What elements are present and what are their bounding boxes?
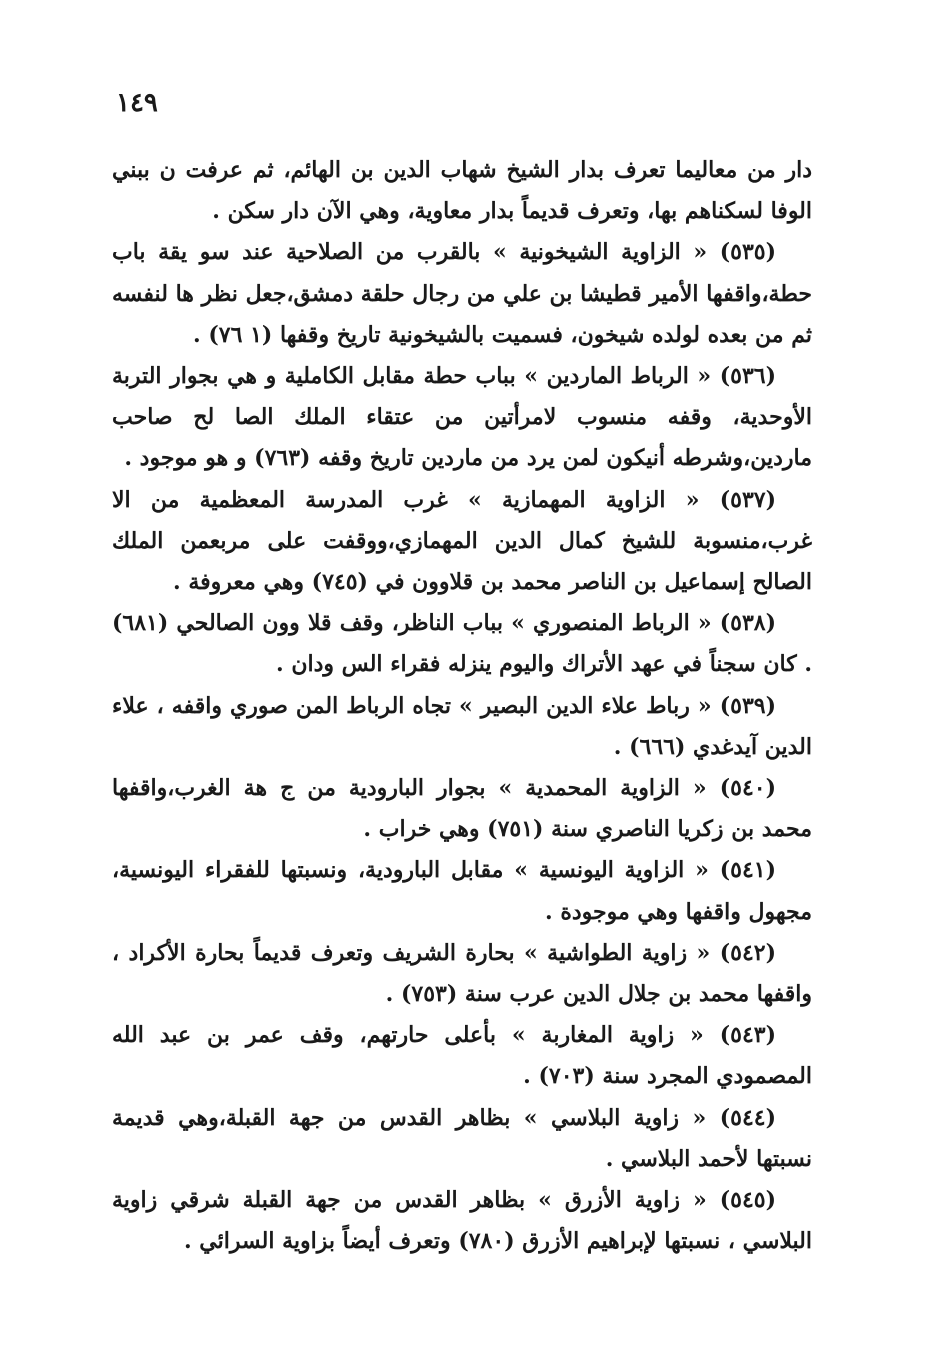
body-text xyxy=(112,150,812,1262)
entry-535: (٥٣٥) « الزاوية الشيخونية » بالقرب من الصلاحية عند سو يقة باب حطة،واقفها الأمير قطيشا بن علي من رجال حلقة دمشق،جعل نظر ها لنفسه ثم من بعده لولده شيخون، فسميت بالشيخونية تاريخ وقفها (١ ٧٦) . xyxy=(112,239,812,348)
entry-538: (٥٣٨) « الرباط المنصوري » بباب الناظر، وقف قلا وون الصالحي (٦٨١) . كان سجناً في عهد الأتراك واليوم ينزله فقراء الس ودان . xyxy=(112,610,812,678)
entry-541: (٥٤١) « الزاوية اليونسية » مقابل البارودية، ونسبتها للفقراء اليونسية، مجهول واقفها وهي موجودة . xyxy=(112,857,812,925)
page-number: ١٤٩ xyxy=(116,88,158,118)
entry-545: (٥٤٥) « زاوية الأزرق » بظاهر القدس من جهة القبلة شرقي زاوية البلاسي ، نسبتها لإبراهيم الأزرق (٧٨٠) وتعرف أيضاً بزاوية السرائي . xyxy=(112,1187,812,1255)
entry-544: (٥٤٤) « زاوية البلاسي » بظاهر القدس من جهة القبلة،وهي قديمة نسبتها لأحمد البلاسي . xyxy=(112,1104,812,1172)
entry-537: (٥٣٧) « الزاوية المهمازية » غرب المدرسة المعظمية من الا غرب،منسوبة للشيخ كمال الدين المهمازي،ووقفت على مربعمن الملك الصالح إسماعيل بن الناصر محمد بن قلاوون في (٧٤٥) وهي معروفة . xyxy=(112,486,812,596)
paragraph-continuation: دار من معاليما تعرف بدار الشيخ شهاب الدين بن الهائم، ثم عرفت ن ببني الوفا لسكناهم بها، وتعرف قديماً بدار معاوية، وهي الآن دار سكن . xyxy=(112,157,812,225)
entry-542: (٥٤٢) « زاوية الطواشية » بحارة الشريف وتعرف قديماً بحارة الأكراد ، واقفها محمد بن جلال الدين عرب سنة (٧٥٣) . xyxy=(112,939,812,1008)
entry-540: (٥٤٠) « الزاوية المحمدية » بجوار البارودية من ج هة الغرب،واقفها محمد بن زكريا الناصري سنة (٧٥١) وهي خراب . xyxy=(112,775,812,843)
entry-539: (٥٣٩) « رباط علاء الدين البصير » تجاه الرباط المن صوري واقفه ، علاء الدين آيدغدي (٦٦٦) . xyxy=(112,692,812,760)
entry-543: (٥٤٣) « زاوية المغاربة » بأعلى حارتهم، وقف عمر بن عبد الله المصمودي المجرد سنة (٧٠٣) . xyxy=(112,1022,812,1090)
entry-536: (٥٣٦) « الرباط الماردين » بباب حطة مقابل الكاملية و هي بجوار التربة الأوحدية، وقفه منسوب لامرأتين من عتقاء الملك الصا لح صاحب ماردين،وشرطه أنيكون لمن يرد من ماردين تاريخ وقفه (٧٦٣) و هو موجود . xyxy=(112,363,812,472)
